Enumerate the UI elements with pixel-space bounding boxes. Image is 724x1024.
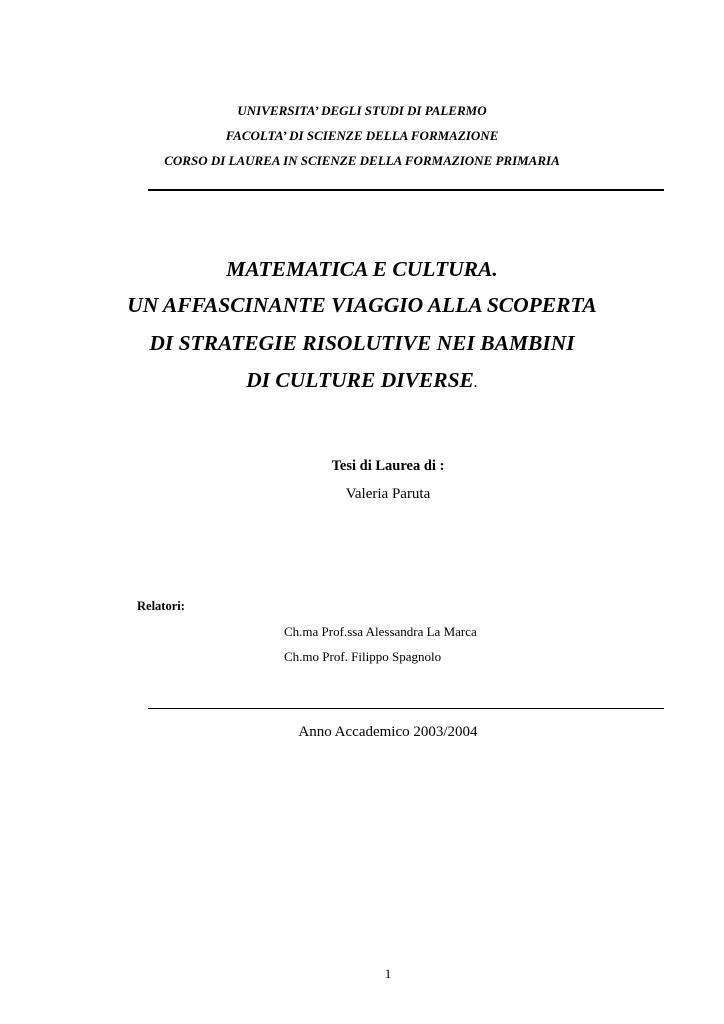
faculty-name: FACOLTA’ DI SCIENZE DELLA FORMAZIONE [225,128,499,143]
header-divider [148,189,664,191]
thesis-title-period: . [473,374,478,391]
footer-divider [148,708,664,709]
university-name: UNIVERSITA’ DEGLI STUDI DI PALERMO [237,103,487,118]
thesis-title-line-1: MATEMATICA E CULTURA. [226,257,498,281]
thesis-title-line-4 [0,367,724,396]
supervisor-2: Ch.mo Prof. Filippo Spagnolo [284,649,442,664]
thesis-title-line-4-text: DI CULTURE DIVERSE [246,368,474,392]
course-name: CORSO DI LAUREA IN SCIENZE DELLA FORMAZIONE PRIMARIA [164,153,560,168]
page-number: 1 [384,966,392,981]
supervisor-1: Ch.ma Prof.ssa Alessandra La Marca [284,624,477,639]
thesis-title-line-2: UN AFFASCINANTE VIAGGIO ALLA SCOPERTA [127,293,597,317]
supervisors-label: Relatori: [137,599,185,613]
academic-year: Anno Accademico 2003/2004 [298,724,478,740]
thesis-title-line-3: DI STRATEGIE RISOLUTIVE NEI BAMBINI [149,331,575,355]
author-name: Valeria Paruta [345,486,431,502]
thesis-label: Tesi di Laurea di : [331,458,445,474]
